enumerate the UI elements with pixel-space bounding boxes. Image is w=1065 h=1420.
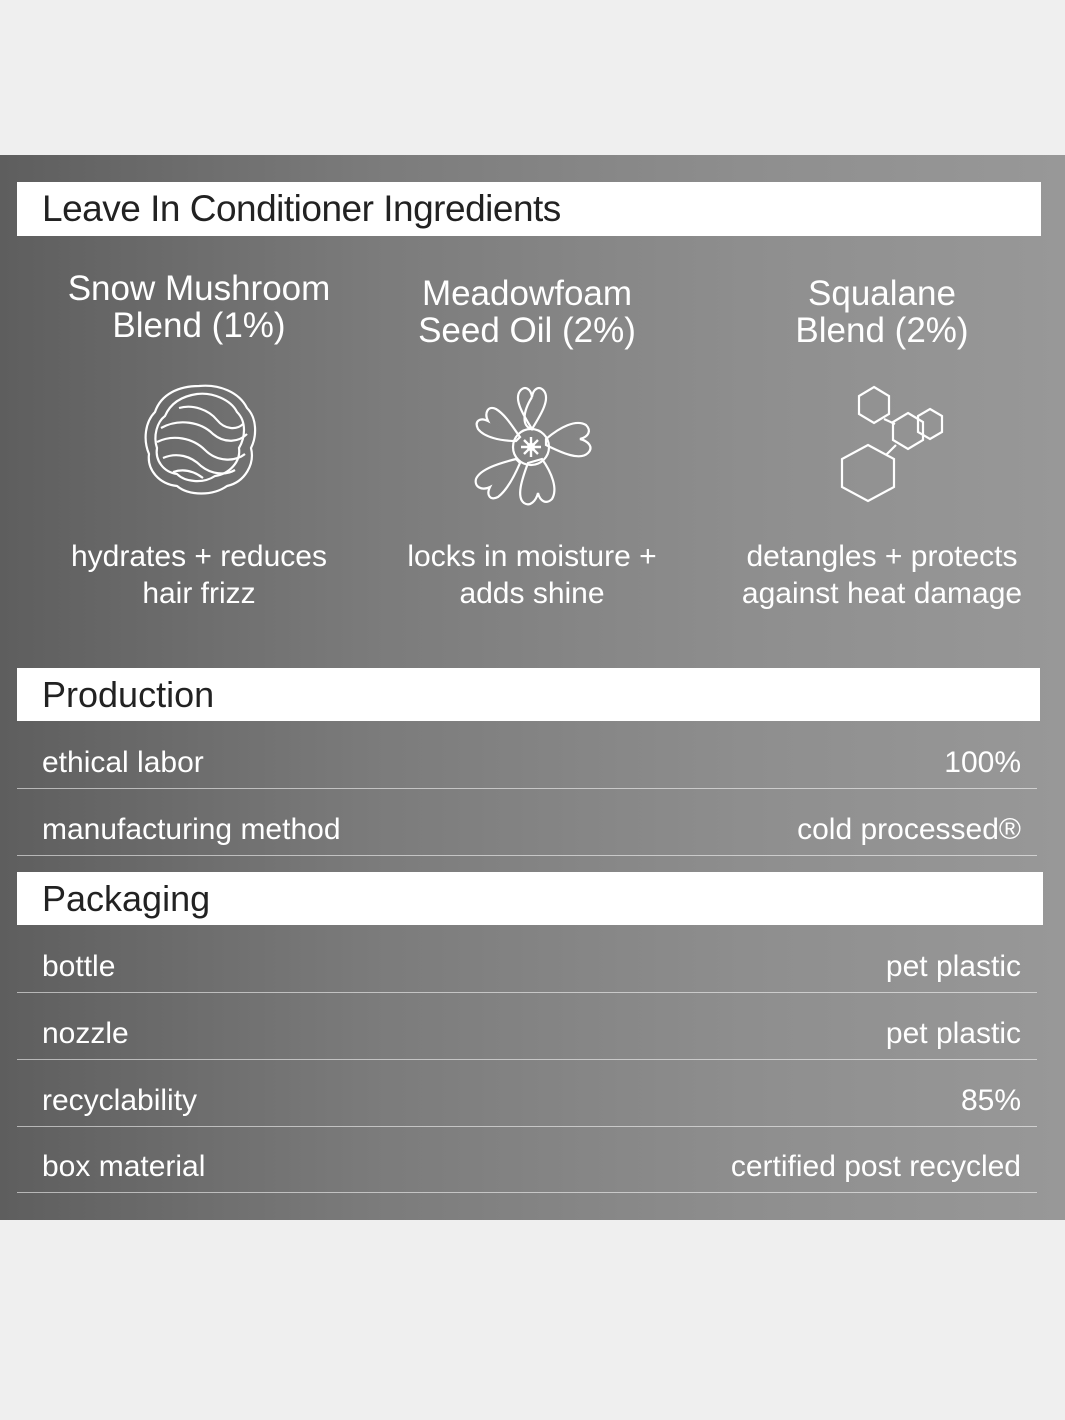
row-label: bottle: [42, 950, 116, 983]
packaging-row-recyclability: [17, 1060, 1037, 1127]
row-value: pet plastic: [885, 950, 1021, 983]
flower-icon: [462, 383, 602, 518]
packaging-section-title: Packaging: [17, 872, 1043, 925]
row-value: certified post recycled: [730, 1150, 1021, 1183]
packaging-row-nozzle: [17, 993, 1037, 1060]
row-value: 100%: [944, 746, 1021, 779]
production-row-ethical-labor: [17, 722, 1037, 789]
row-value: pet plastic: [885, 1017, 1021, 1050]
ingredient-squalane: [712, 274, 1052, 610]
ingredient-snow-mushroom: [29, 269, 369, 610]
row-value: cold processed®: [797, 813, 1021, 846]
production-row-manufacturing-method: [17, 789, 1037, 856]
row-label: box material: [42, 1150, 206, 1183]
row-label: recyclability: [42, 1084, 198, 1117]
row-label: ethical labor: [42, 746, 204, 779]
row-value: 85%: [960, 1084, 1021, 1117]
ingredient-description: locks in moisture + adds shine: [407, 540, 657, 610]
molecule-icon: [828, 379, 948, 509]
row-label: nozzle: [42, 1017, 129, 1050]
ingredients-info-panel: [0, 155, 1065, 1220]
ingredient-description: detangles + protects against heat damage: [741, 540, 1023, 610]
ingredient-name: Meadowfoam Seed Oil (2%): [418, 274, 636, 350]
ingredient-meadowfoam: [357, 274, 697, 610]
packaging-row-bottle: [17, 926, 1037, 993]
row-label: manufacturing method: [42, 813, 341, 846]
mushroom-icon: [139, 378, 259, 498]
packaging-row-box-material: [17, 1126, 1037, 1193]
ingredients-section-title: Leave In Conditioner Ingredients: [17, 182, 1041, 236]
ingredient-name: Squalane Blend (2%): [795, 274, 969, 350]
ingredient-name: Snow Mushroom Blend (1%): [67, 269, 331, 345]
ingredient-description: hydrates + reduces hair frizz: [71, 540, 327, 610]
production-section-title: Production: [17, 668, 1040, 721]
